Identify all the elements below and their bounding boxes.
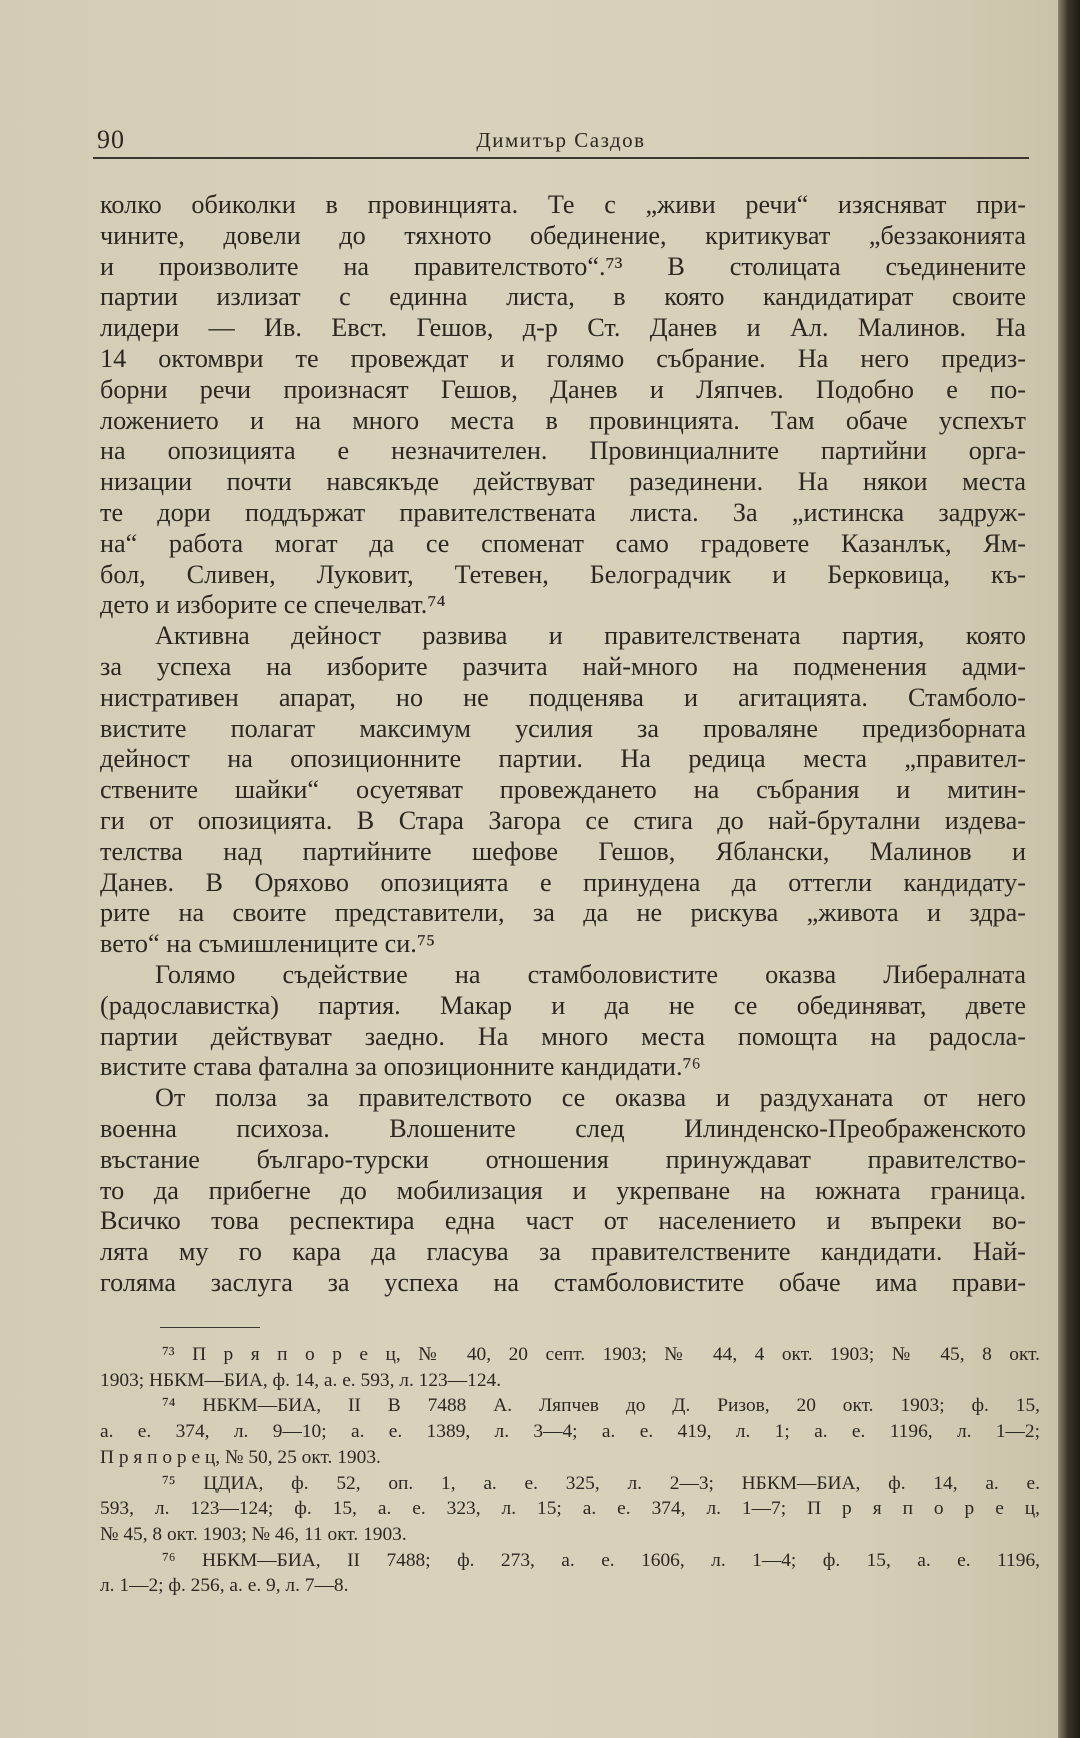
footnote-line: ⁷⁴ НБКМ—БИА, II В 7488 А. Ляпчев до Д. Ризов, 20 окт. 1903; ф. 15,: [162, 1395, 1040, 1417]
footnote-line: л. 1—2; ф. 256, а. е. 9, л. 7—8.: [100, 1575, 349, 1597]
text-line: нистративен апарат, но не подценява и агитацията. Стамболо-: [100, 682, 1026, 712]
text-line: въстание българо-турски отношения принуждават правителство-: [100, 1144, 1026, 1174]
text-line: то да прибегне до мобилизация и укрепване на южната граница.: [100, 1175, 1026, 1205]
text-line: чините, довели до тяхното обединение, критикуват „беззаконията: [100, 220, 1026, 250]
footnotes: [100, 1342, 1040, 1599]
text-line: ги от опозицията. В Стара Загора се стига до най-брутални издева-: [100, 805, 1026, 835]
text-line: партии излизат с единна листа, в която кандидатират своите: [100, 282, 1026, 312]
text-line: лята му го кара да гласува за правителствените кандидати. Най-: [100, 1237, 1026, 1267]
text-line: колко обиколки в провинцията. Те с „живи речи“ изясняват при-: [100, 190, 1026, 219]
text-line: Голямо съдействие на стамболовистите оказва Либералната: [155, 959, 1026, 989]
footnote-line: ⁷⁵ ЦДИА, ф. 52, оп. 1, а. е. 325, л. 2—3; НБКМ—БИА, ф. 14, а. е.: [162, 1472, 1040, 1494]
text-line: телства над партийните шефове Гешов, Яблански, Малинов и: [100, 836, 1026, 866]
text-line: вистите става фатална за опозиционните кандидати.⁷⁶: [100, 1052, 701, 1082]
footnote-line: а. е. 374, л. 9—10; а. е. 1389, л. 3—4; а. е. 419, л. 1; а. е. 1196, л. 1—2;: [100, 1421, 1040, 1443]
text-line: Данев. В Оряхово опозицията е принудена да оттегли кандидату-: [100, 867, 1026, 897]
footnote-line: 593, л. 123—124; ф. 15, а. е. 323, л. 15; а. е. 374, л. 1—7; П р я п о р е ц,: [100, 1498, 1040, 1520]
text-line: военна психоза. Влошените след Илинденско-Преображенското: [100, 1113, 1026, 1143]
main-text: [100, 190, 1026, 1299]
text-line: те дори поддържат правителствената листа. За „истинска задруж-: [100, 497, 1026, 527]
footnote-line: П р я п о р е ц, № 50, 25 окт. 1903.: [100, 1446, 381, 1468]
text-line: за успеха на изборите разчита най-много на подменения адми-: [100, 651, 1026, 681]
footnote-separator: [160, 1327, 260, 1328]
running-title: Димитър Саздов: [476, 128, 646, 152]
text-line: Всичко това респектира една част от населението и въпреки во-: [100, 1206, 1026, 1236]
text-line: 14 октомври те провеждат и голямо събрание. На него предиз-: [100, 343, 1026, 373]
page-header: [93, 125, 1029, 159]
text-line: и произволите на правителството“.⁷³ В столицата съединените: [100, 251, 1026, 281]
text-line: лидери — Ив. Евст. Гешов, д-р Ст. Данев и Ал. Малинов. На: [100, 313, 1026, 343]
footnote-line: ⁷⁶ НБКМ—БИА, II 7488; ф. 273, а. е. 1606, л. 1—4; ф. 15, а. е. 1196,: [162, 1549, 1040, 1571]
text-line: на“ работа могат да се споменат само градовете Казанлък, Ям-: [100, 528, 1026, 558]
text-line: Активна дейност развива и правителствената партия, която: [155, 621, 1026, 651]
text-line: ствените шайки“ осуетяват провеждането на събрания и митин-: [100, 775, 1026, 805]
text-line: партии действуват заедно. На много места помощта на радосла-: [100, 1021, 1026, 1051]
footnote-line: № 45, 8 окт. 1903; № 46, 11 окт. 1903.: [100, 1523, 407, 1545]
text-line: бол, Сливен, Луковит, Тетевен, Белоградчик и Берковица, къ-: [100, 559, 1026, 589]
text-line: вето“ на съмишлениците си.⁷⁵: [100, 929, 436, 959]
text-line: ложението и на много места в провинцията. Там обаче успехът: [100, 405, 1026, 435]
text-line: на опозицията е незначителен. Провинциалните партийни орга-: [100, 436, 1026, 466]
footnote-line: 1903; НБКМ—БИА, ф. 14, а. е. 593, л. 123—124.: [100, 1369, 502, 1391]
text-line: вистите полагат максимум усилия за проваляне предизборната: [100, 713, 1026, 743]
text-line: дето и изборите се спечелват.⁷⁴: [100, 590, 446, 620]
text-line: борни речи произнасят Гешов, Данев и Ляпчев. Подобно е по-: [100, 374, 1026, 404]
page-number: 90: [97, 125, 125, 154]
footnote-line: ⁷³ П р я п о р е ц, № 40, 20 септ. 1903; № 44, 4 окт. 1903; № 45, 8 окт.: [162, 1344, 1040, 1365]
page-edge-shadow: [1058, 0, 1080, 1738]
text-line: От полза за правителството се оказва и раздуханата от него: [155, 1083, 1026, 1113]
text-line: (радославистка) партия. Макар и да не се обединяват, двете: [100, 990, 1026, 1020]
text-line: дейност на опозиционните партии. На редица места „правител-: [100, 744, 1026, 774]
text-line: низации почти навсякъде действуват разединени. На някои места: [100, 467, 1026, 497]
text-line: рите на своите представители, за да не рискува „живота и здра-: [100, 898, 1026, 928]
text-line: голяма заслуга за успеха на стамболовистите обаче има прави-: [100, 1267, 1026, 1297]
